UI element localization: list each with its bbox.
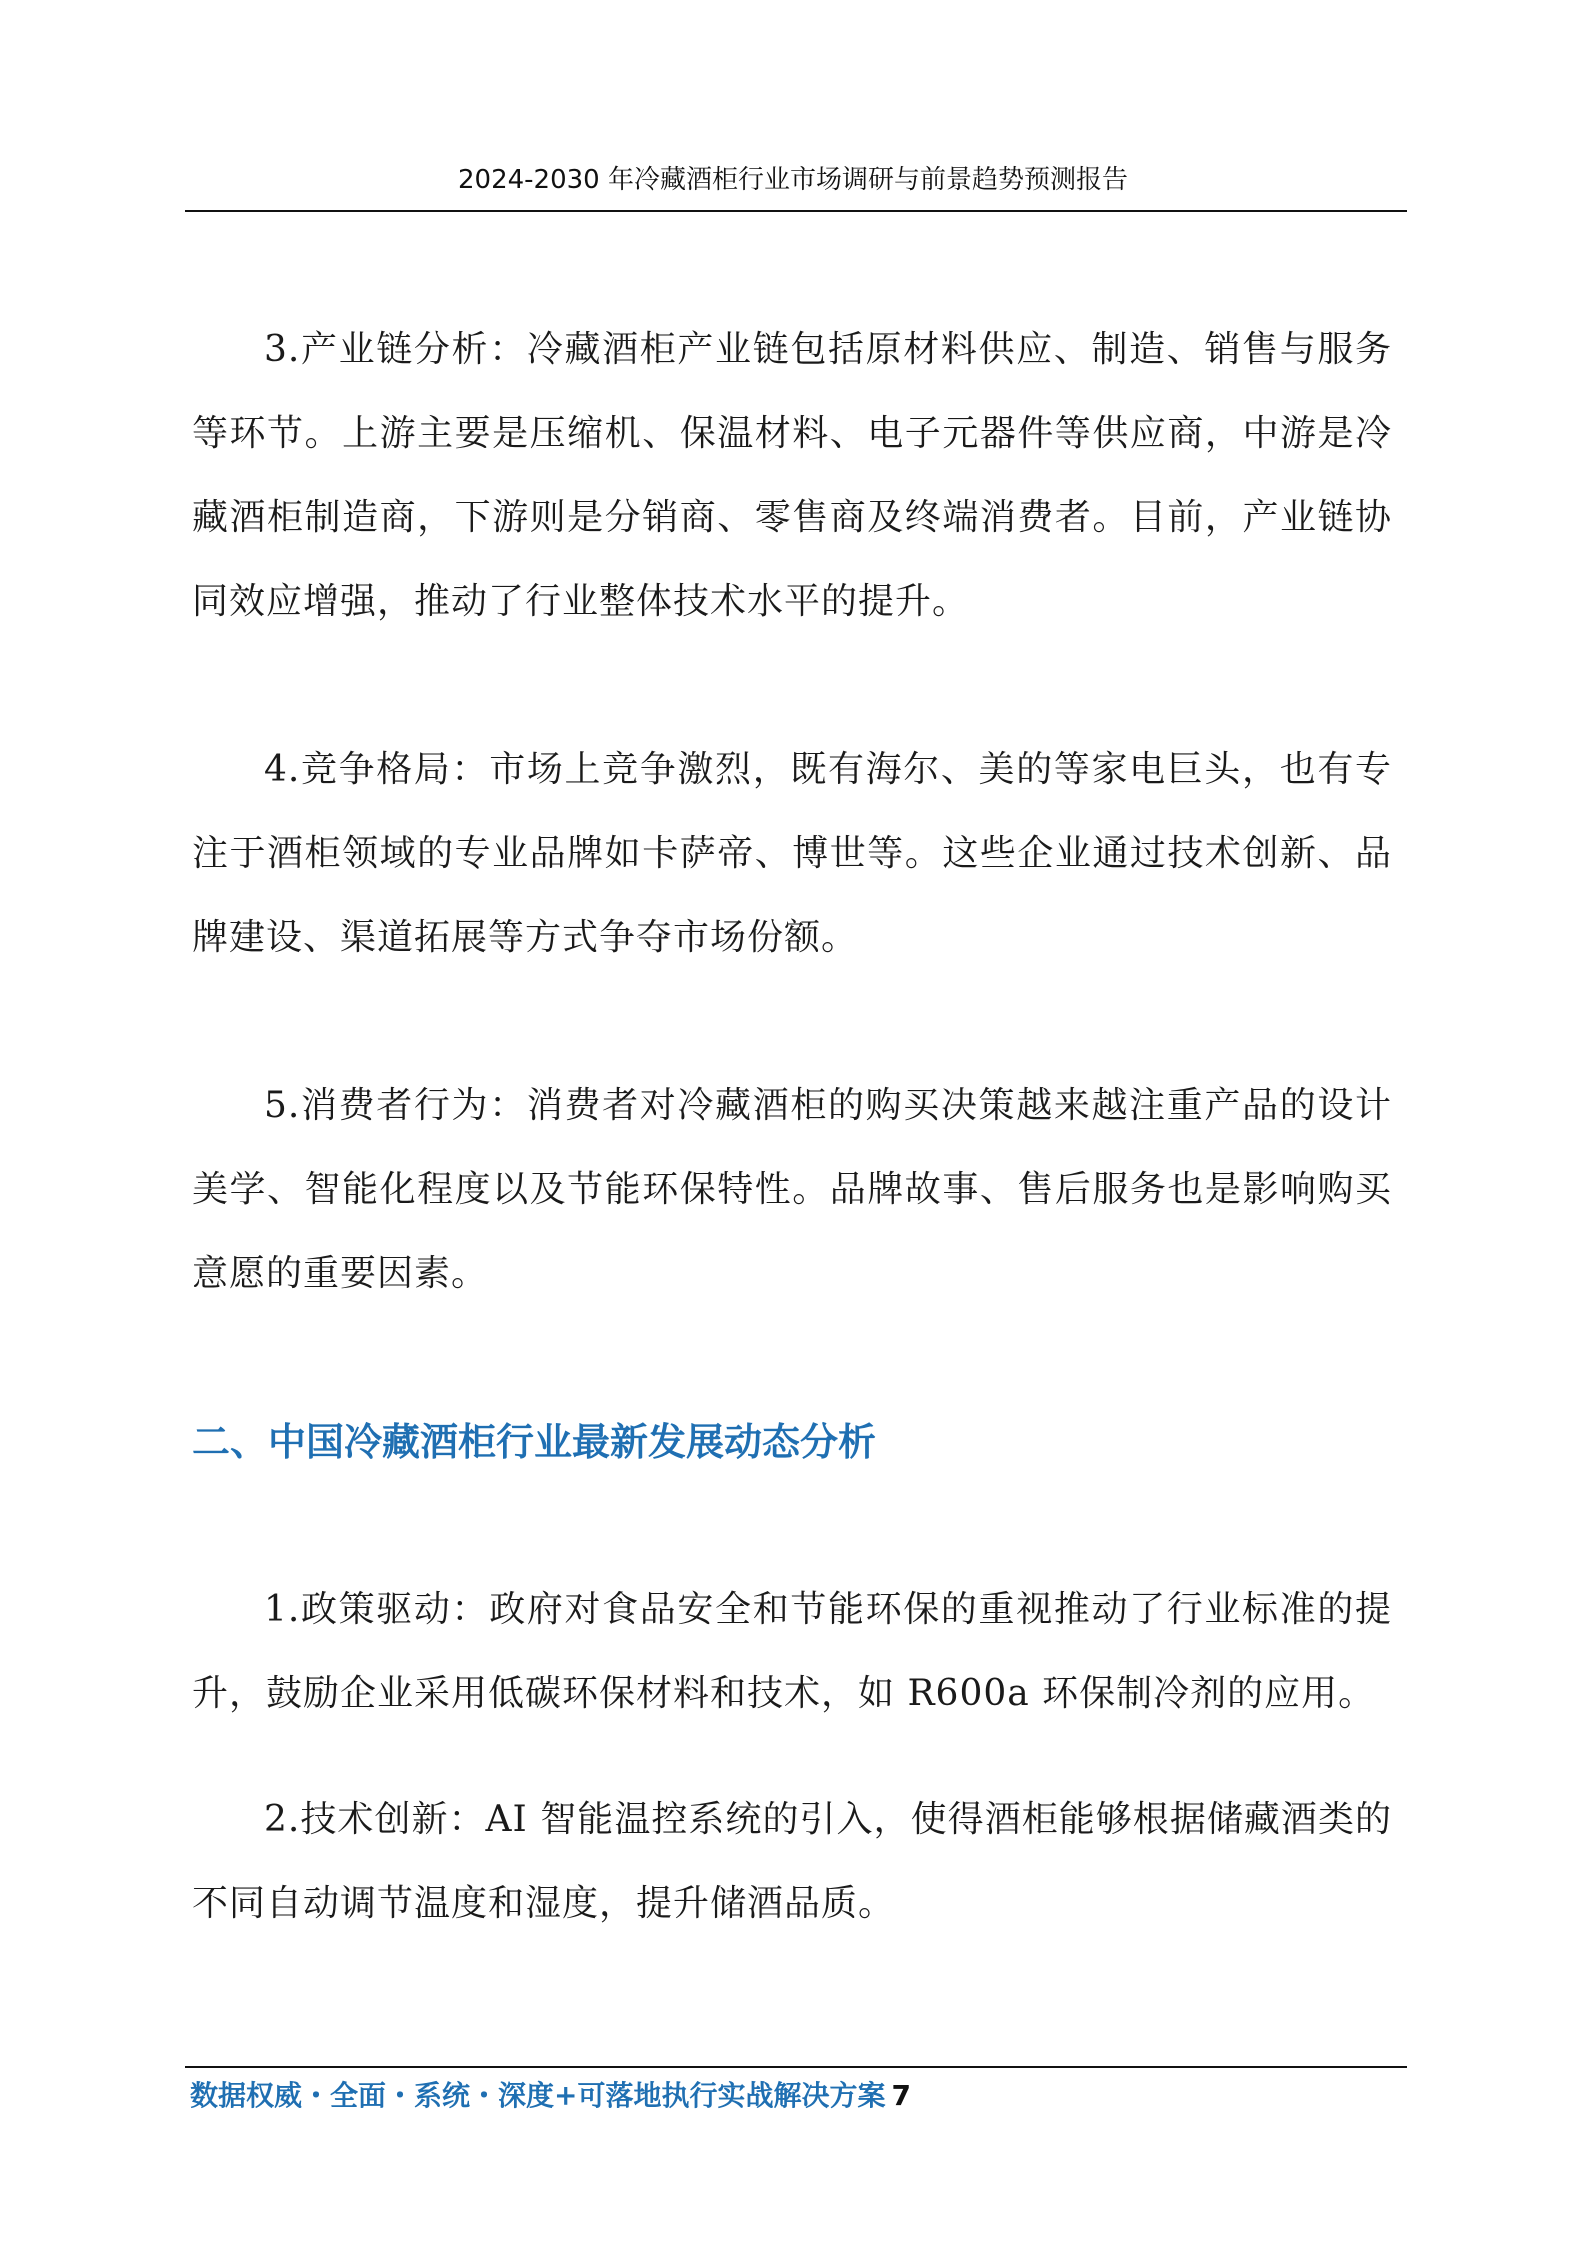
page-content <box>192 308 1392 1946</box>
paragraph-policy: 1.政策驱动：政府对食品安全和节能环保的重视推动了行业标准的提升，鼓励企业采用低碳环保材料和技术，如 R600a 环保制冷剂的应用。 <box>192 1589 1392 1714</box>
paragraph-industry-chain: 3.产业链分析：冷藏酒柜产业链包括原材料供应、制造、销售与服务等环节。上游主要是压缩机、保温材料、电子元器件等供应商，中游是冷藏酒柜制造商，下游则是分销商、零售商及终端消费者。目前，产业链协同效应增强，推动了行业整体技术水平的提升。 <box>192 329 1392 622</box>
paragraph-consumer-behavior: 5.消费者行为：消费者对冷藏酒柜的购买决策越来越注重产品的设计美学、智能化程度以及节能环保特性。品牌故事、售后服务也是影响购买意愿的重要因素。 <box>192 1085 1392 1294</box>
header-title: 2024-2030 年冷藏酒柜行业市场调研与前景趋势预测报告 <box>458 165 1128 195</box>
page-number: 7 <box>891 2079 911 2112</box>
footer-text: 数据权威・全面・系统・深度+可落地执行实战解决方案 <box>190 2079 886 2112</box>
paragraph-technology: 2.技术创新：AI 智能温控系统的引入，使得酒柜能够根据储藏酒类的不同自动调节温度和湿度，提升储酒品质。 <box>192 1799 1392 1924</box>
paragraph-gap <box>192 1736 1392 1778</box>
footer-divider <box>185 2066 1407 2068</box>
paragraph-competition: 4.竞争格局：市场上竞争激烈，既有海尔、美的等家电巨头，也有专注于酒柜领域的专业品牌如卡萨帝、博世等。这些企业通过技术创新、品牌建设、渠道拓展等方式争夺市场份额。 <box>192 749 1392 958</box>
section-heading: 二、中国冷藏酒柜行业最新发展动态分析 <box>192 1420 877 1464</box>
header-divider <box>185 210 1407 212</box>
paragraph-gap <box>192 1484 1392 1568</box>
paragraph-gap <box>192 1316 1392 1400</box>
footer <box>190 2076 911 2116</box>
paragraph-gap <box>192 644 1392 728</box>
paragraph-gap <box>192 980 1392 1064</box>
